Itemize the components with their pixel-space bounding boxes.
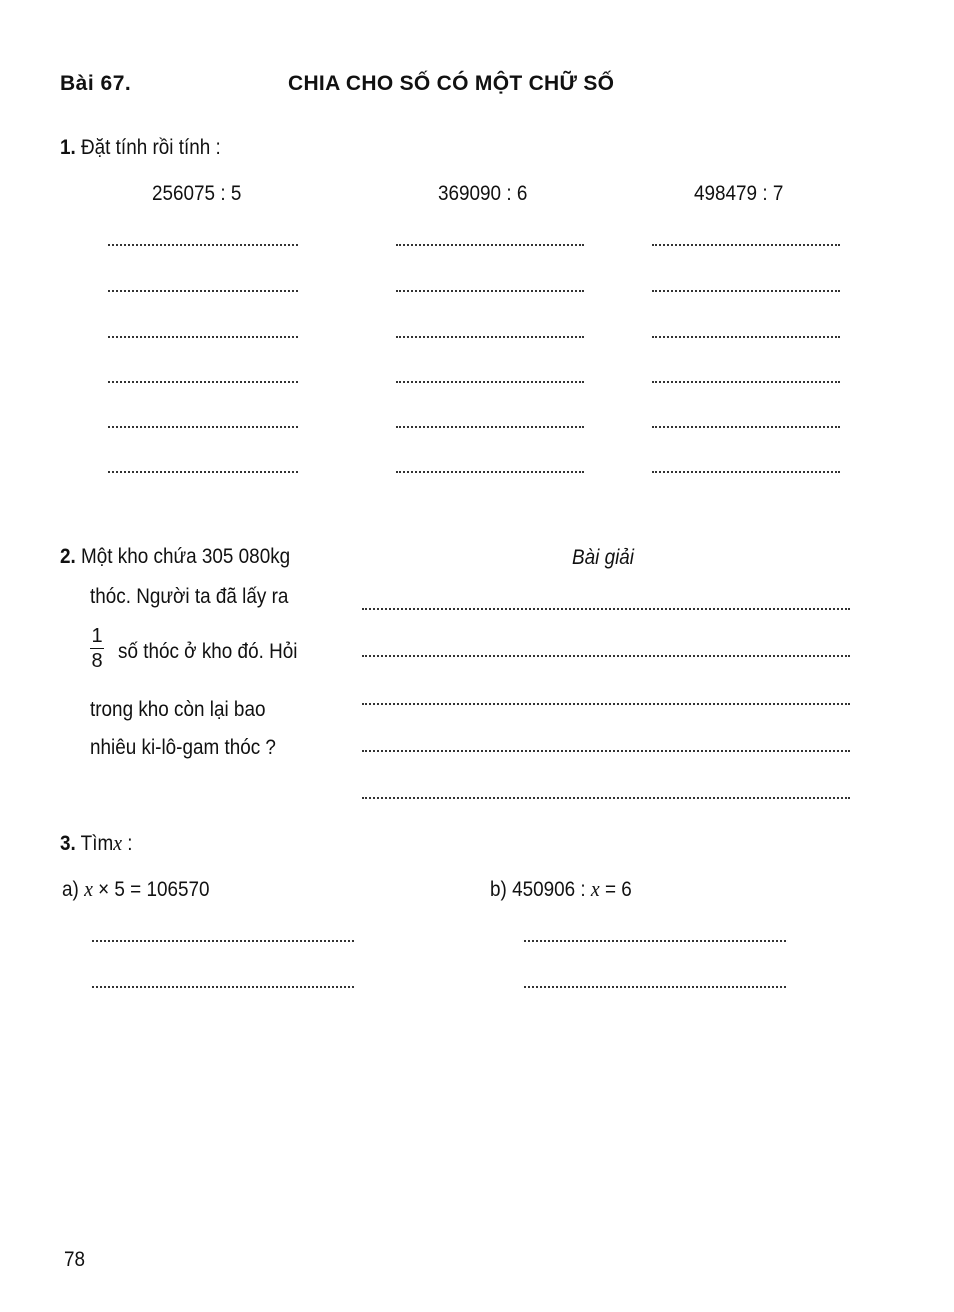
q1-problem-c: 498479 : 7	[694, 182, 784, 205]
q2-text-3: số thóc ở kho đó. Hỏi	[118, 640, 298, 663]
q2-text-2: thóc. Người ta đã lấy ra	[90, 585, 289, 608]
part-b-result: = 6	[604, 878, 632, 901]
solution-line[interactable]	[362, 750, 850, 752]
solution-line[interactable]	[362, 608, 850, 610]
q3-number: 3.	[60, 832, 76, 855]
answer-line[interactable]	[524, 940, 786, 942]
variable-x: x	[113, 830, 123, 855]
answer-line[interactable]	[652, 336, 840, 338]
answer-line[interactable]	[92, 940, 354, 942]
answer-line[interactable]	[108, 244, 298, 246]
q2-number: 2.	[60, 545, 76, 568]
variable-x: x	[84, 876, 93, 901]
part-a-equation: × 5 = 106570	[98, 878, 210, 901]
answer-line[interactable]	[652, 244, 840, 246]
answer-line[interactable]	[652, 426, 840, 428]
solution-line[interactable]	[362, 703, 850, 705]
answer-line[interactable]	[396, 336, 584, 338]
q3-instruction: Tìm	[80, 832, 114, 855]
answer-line[interactable]	[396, 381, 584, 383]
q3-instruction-line	[60, 830, 133, 856]
solution-label: Bài giải	[572, 546, 635, 569]
answer-line[interactable]	[108, 471, 298, 473]
answer-line[interactable]	[396, 471, 584, 473]
q2-text-4: trong kho còn lại bao	[90, 698, 266, 721]
lesson-number: Bài 67.	[60, 72, 132, 95]
q3-part-a	[62, 876, 210, 902]
answer-line[interactable]	[652, 290, 840, 292]
q2-text-5: nhiêu ki-lô-gam thóc ?	[90, 736, 276, 759]
page-number: 78	[64, 1248, 86, 1271]
q1-instruction: Đặt tính rồi tính :	[81, 136, 221, 159]
q2-line1	[60, 545, 290, 569]
answer-line[interactable]	[396, 244, 584, 246]
answer-line[interactable]	[652, 471, 840, 473]
answer-line[interactable]	[652, 381, 840, 383]
q3-colon: :	[127, 832, 133, 855]
part-b-label: b)	[490, 878, 507, 901]
fraction-numerator: 1	[91, 625, 103, 647]
page-title: CHIA CHO SỐ CÓ MỘT CHỮ SỐ	[288, 72, 615, 95]
fraction-bar	[90, 648, 104, 649]
solution-line[interactable]	[362, 655, 850, 657]
solution-line[interactable]	[362, 797, 850, 799]
answer-line[interactable]	[108, 290, 298, 292]
fraction-denominator: 8	[91, 650, 103, 672]
answer-line[interactable]	[108, 426, 298, 428]
q1-problem-a: 256075 : 5	[152, 182, 242, 205]
q1-instruction-line	[60, 136, 221, 160]
q2-fraction	[90, 625, 104, 673]
variable-x: x	[590, 876, 600, 901]
answer-line[interactable]	[92, 986, 354, 988]
answer-line[interactable]	[396, 290, 584, 292]
q3-part-b	[490, 876, 632, 902]
q1-problem-b: 369090 : 6	[438, 182, 528, 205]
part-a-label: a)	[62, 878, 79, 901]
answer-line[interactable]	[396, 426, 584, 428]
answer-line[interactable]	[108, 336, 298, 338]
q1-number: 1.	[60, 136, 76, 159]
answer-line[interactable]	[524, 986, 786, 988]
answer-line[interactable]	[108, 381, 298, 383]
part-b-dividend: 450906 :	[512, 878, 586, 901]
q2-text-1: Một kho chứa 305 080kg	[81, 545, 291, 568]
